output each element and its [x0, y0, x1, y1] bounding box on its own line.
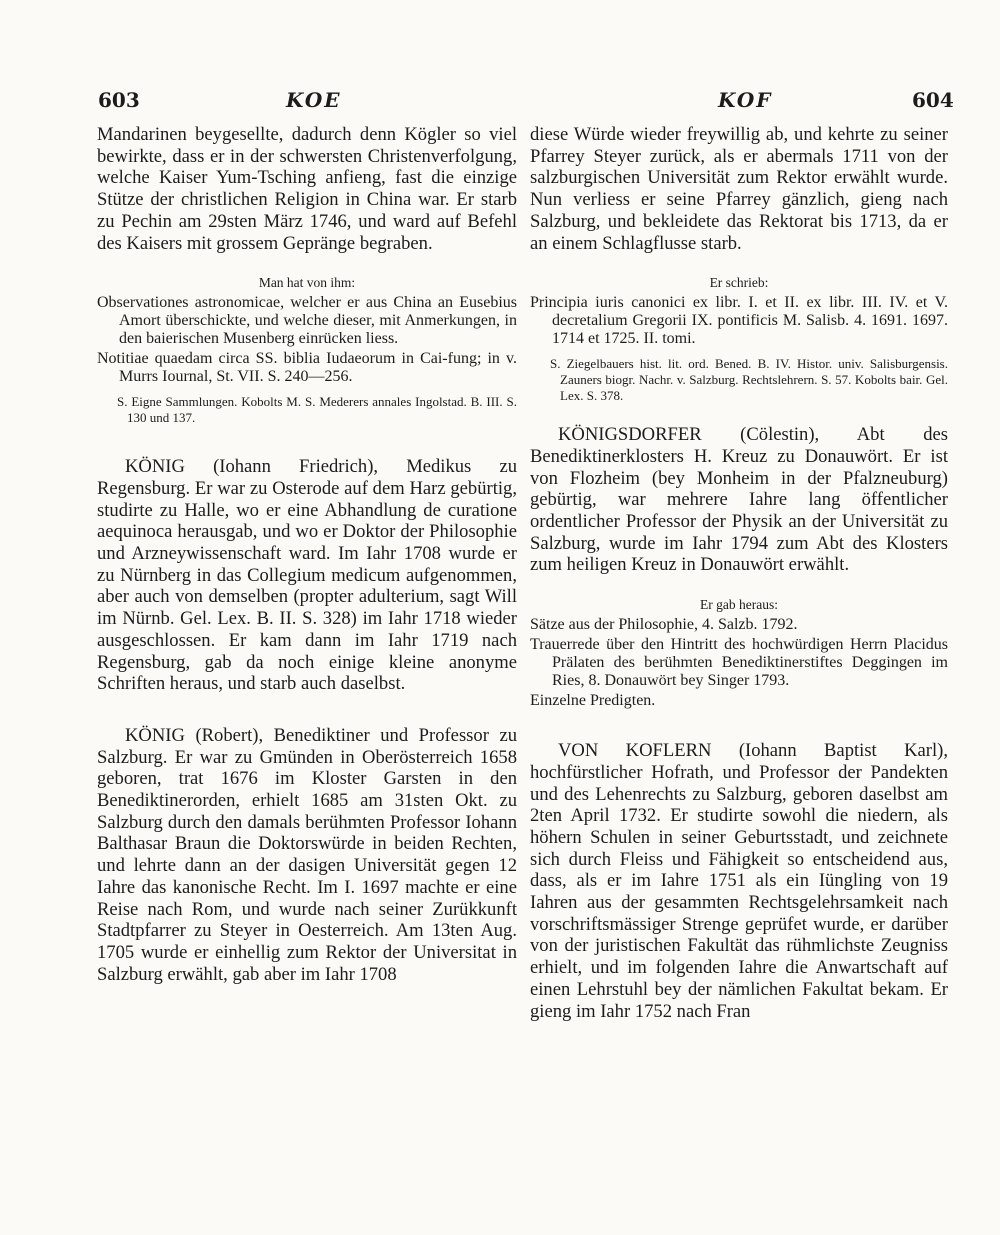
work-entry: Principia iuris canonici ex libr. I. et II. ex libr. III. IV. et V. decretalium Gregorii IX. pontificis M. Salisb. 4. 1691. 1697. 1714 et 1725. II. tomi.	[530, 294, 948, 348]
work-entry: Observationes astronomicae, welcher er aus China an Eusebius Amort überschickte, und welche dieser, mit Anmerkungen, in den baierischen Musenberg einrücken liess.	[97, 294, 517, 348]
right-running-head: KOF	[718, 88, 773, 112]
sources-note: S. Ziegelbauers hist. lit. ord. Bened. B. IV. Histor. univ. Salisburgensis. Zauners biogr. Nachr. v. Salzburg. Rechtslehrern. S. 57. Kobolts bair. Gel. Lex. S. 378.	[550, 356, 948, 404]
right-column	[530, 124, 948, 1022]
right-page-number: 604	[912, 88, 954, 112]
continuation-text: diese Würde wieder freywillig ab, und kehrte zu seiner Pfarrey Steyer zurück, als er abermals 1711 von der salzburgischen Universität zum Rektor erwählt wurde. Nun verliess er seine Pfarrey gänzlich, gieng nach Salzburg, und bekleidete das Rektorat bis 1713, da er an einem Schlagflusse starb.	[530, 124, 948, 254]
sources-note: S. Eigne Sammlungen. Kobolts M. S. Mederers annales Ingolstad. B. III. S. 130 und 137.	[117, 394, 517, 426]
works-heading: Er gab heraus:	[700, 597, 778, 613]
biography-entry-koenig-robert: KÖNIG (Robert), Benediktiner und Professor zu Salzburg. Er war zu Gmünden in Oberösterreich 1658 geboren, trat 1676 im Kloster Garsten in den Benediktinerorden, erhielt 1685 am 31sten Okt. zu Salzburg durch den damals berühmten Professor Iohann Balthasar Braun die Doktorswürde in beiden Rechten, und lehrte dann an der dasigen Universität gegen 12 Iahre das kanonische Recht. Im I. 1697 machte er eine Reise nach Rom, und wurde nach seiner Zurükkunft Stadtpfarrer zu Steyer in Oesterreich. Am 13ten Aug. 1705 wurde er einhellig zum Rektor der Universitat in Salzburg erwählt, gab aber im Iahr 1708	[97, 724, 517, 985]
left-page-number: 603	[98, 88, 140, 112]
work-entry: Sätze aus der Philosophie, 4. Salzb. 1792.	[530, 616, 798, 634]
works-heading: Man hat von ihm:	[258, 275, 356, 291]
continuation-text: Mandarinen beygesellte, dadurch denn Kögler so viel bewirkte, dass er in der schwersten Christenverfolgung, welche Kaiser Yum-Tsching anfieng, fast die einzige Stütze der christlichen Religion in China war. Er starb zu Pechin am 29sten März 1746, und ward auf Befehl des Kaisers mit grossem Gepränge begraben.	[97, 124, 517, 254]
page-header	[0, 88, 1000, 118]
works-heading: Er schrieb:	[709, 275, 769, 291]
work-entry: Einzelne Predigten.	[530, 692, 656, 710]
left-column	[97, 124, 517, 985]
biography-entry-koenigsdorfer: KÖNIGSDORFER (Cölestin), Abt des Benediktinerklosters H. Kreuz zu Donauwört. Er ist von Flozheim (bey Monheim in der Pfalzneuburg) gebürtig, war mehrere Iahre lang öffentlicher ordentlicher Professor der Physik an der Universität zu Salzburg, wurde im Iahr 1794 zum Abt des Klosters zum heiligen Kreuz in Donauwört erwählt.	[530, 424, 948, 576]
biography-entry-koflern: VON KOFLERN (Iohann Baptist Karl), hochfürstlicher Hofrath, und Professor der Pandekten und des Lehenrechts zu Salzburg, geboren daselbst am 2ten April 1732. Er studirte sowohl die niedern, als höhern Schulen in seiner Geburtsstadt, und zeichnete sich durch Fleiss und Fähigkeit so entscheidend aus, dass, als er im Iahre 1751 als ein Iüngling von 19 Iahren aus der gesammten Rechtsgelehrsamkeit nach vorschriftsmässiger Strenge geprüfet wurde, er darüber von der juristischen Fakultät das rühmlichste Zeugniss erhielt, und im folgenden Iahre die Anwartschaft auf einen Lehrstuhl bey der nämlichen Fakultat bekam. Er gieng im Iahr 1752 nach Fran	[530, 740, 948, 1022]
left-running-head: KOE	[286, 88, 342, 112]
work-entry: Notitiae quaedam circa SS. biblia Iudaeorum in Cai-fung; in v. Murrs Iournal, St. VII. S. 240—256.	[97, 350, 517, 386]
work-entry: Trauerrede über den Hintritt des hochwürdigen Herrn Placidus Prälaten des berühmten Benediktinerstiftes Deggingen im Ries, 8. Donauwört bey Singer 1793.	[530, 636, 948, 690]
biography-entry-koenig-johann: KÖNIG (Iohann Friedrich), Medikus zu Regensburg. Er war zu Osterode auf dem Harz gebürtig, studirte zu Halle, wo er eine Abhandlung de curatione aequinoca herausgab, und wo er Doktor der Philosophie und Arzneywissenschaft ward. Im Iahr 1708 wurde er zu Nürnberg in das Collegium medicum aufgenommen, aber auch von demselben (propter adulterium, sagt Will im Nürnb. Gel. Lex. B. II. S. 328) im Iahr 1718 wieder ausgeschlossen. Er kam dann im Iahr 1719 nach Regensburg, gab da noch einige kleine anonyme Schriften heraus, und starb auch daselbst.	[97, 456, 517, 695]
